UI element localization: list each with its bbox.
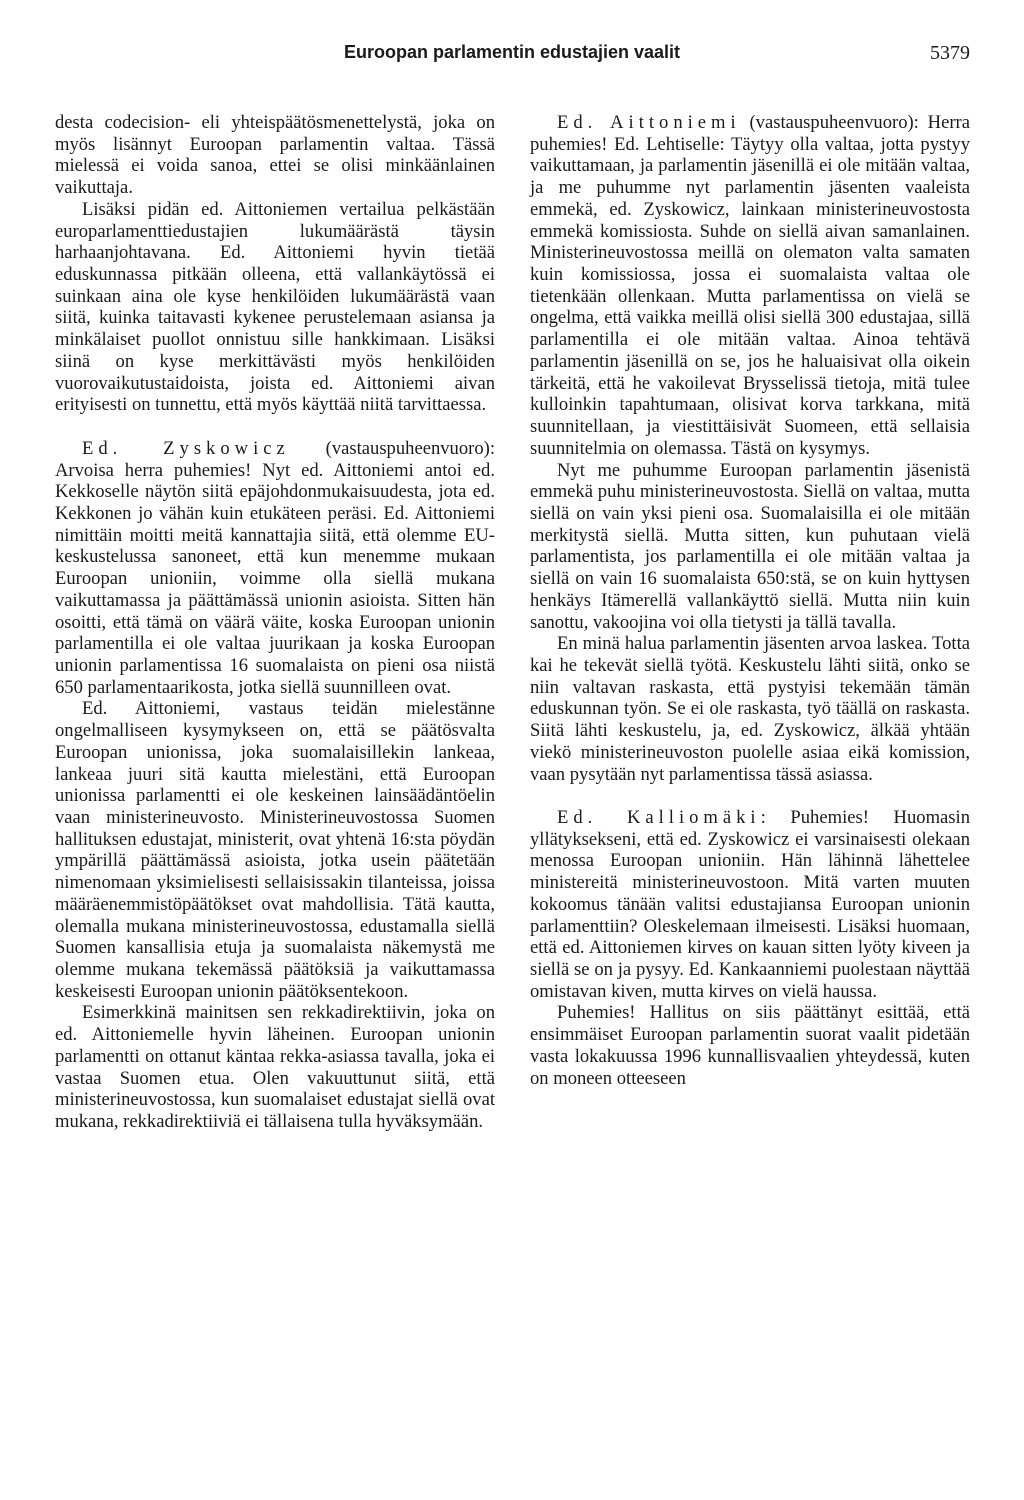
speaker-name: Ed. Aittoniemi [557, 112, 741, 133]
speaker-name: Ed. Kalliomäki [557, 807, 761, 828]
speech-text: (vastauspuheenvuoro): Herra puhemies! Ed. Lehtiselle: Täytyy olla valtaa, jotta pystyy vaikuttamaan, ja parlamentin jäsenillä ei ole mitään valtaa, ja me puhumme nyt parlamentin jäsenten vaaleista emmekä, ed. Zyskowicz, lainkaan ministerineuvostosta emmekä komissiosta. Suhde on siellä aivan samanlainen. Ministerineuvostossa meillä on olematon valta samaten kuin komissiossa, jossa ei suomalaista valtaa ole tietenkään ollenkaan. Mutta parlamentissa on vielä se ongelma, että vaikka meillä olisi siellä 300 edustajaa, sillä parlamentilla ei ole mitään valtaa. Ainoa tehtävä parlamentin jäsenillä on se, jos he haluaisivat olla oikein tärkeitä, että he vakoilevat Brysselissä tietoja, mitä tulee kulloinkin tapahtumaan, olisivat korva tarkkana, mitä suunnitellaan, ja viestittäisivät Suomeen, että sellaisia suunnitelmia on olemassa. Tästä on kysymys. [530, 112, 970, 459]
paragraph: desta codecision- eli yhteispäätösmenettelystä, joka on myös lisännyt Euroopan parlamentin valtaa. Tässä mielessä ei voida sanoa, ettei se olisi minkäänlainen vaikuttaja. [55, 112, 495, 199]
speech-paragraph [530, 807, 970, 1002]
speech-text: : Puhemies! Huomasin yllätyksekseni, että ed. Zyskowicz ei varsinaisesti olekaan menossa Euroopan unioniin. Hän lähinnä lähettelee ministereitä ministerineuvostoon. Mitä varten muuten kokoomus tänään valitsi edustajiansa Euroopan unionin parlamenttiin? Oleskelemaan ilmeisesti. Lisäksi huomaan, että ed. Aittoniemen kirves on kauan sitten lyöty kiveen ja siellä se on ja pysyy. Ed. Kankaanniemi puolestaan näyttää omistavan kiven, mutta kirves on vielä haussa. [530, 807, 970, 1002]
paragraph: En minä halua parlamentin jäsenten arvoa laskea. Totta kai he tekevät siellä työtä. Keskustelu lähti siitä, onko se niin valtavan raskasta, että pystyisi tekemään tämän eduskunnan työn. Se ei ole raskasta, työ täällä on raskasta. Siitä lähti keskustelu, ja, ed. Zyskowicz, älkää yhtään viekö ministerineuvoston puolelle asiaa eikä komission, vaan pysytään nyt parlamentissa tässä asiassa. [530, 633, 970, 785]
speech-text: (vastauspuheenvuoro): Arvoisa herra puhemies! Nyt ed. Aittoniemi antoi ed. Kekkoselle näytön siitä epäjohdonmukaisuudesta, jota ed. Kekkonen jo vähän kuin etukäteen peräsi. Ed. Aittoniemi nimittäin moitti meitä kannattajia siitä, että olemme EU-keskustelussa sanoneet, että kun menemme mukaan Euroopan unioniin, voimme olla siellä mukana vaikuttamassa ja päättämässä unionin asioista. Sitten hän osoitti, että tämä on väärä väite, koska Euroopan unionin parlamentilla ei ole valtaa juurikaan ja koska Euroopan unionin parlamentissa 16 suomalaista on pieni osa niistä 650 parlamentaarikosta, jotka siellä suunnilleen ovat. [55, 437, 495, 698]
left-column [55, 112, 495, 1133]
paragraph: Nyt me puhumme Euroopan parlamentin jäsenistä emmekä puhu ministerineuvostosta. Siellä on valtaa, mutta siellä on vain yksi pieni osa. Suomalaisilla ei ole mitään merkitystä siellä. Mutta sitten, kun puhutaan vielä parlamentista, jos parlamentilla ei ole mitään valtaa ja siellä on vain 16 suomalaista 650:stä, se on kuin hyttysen henkäys Itämerellä vallankäyttö siellä. Mutta niin kuin sanottu, vakoojina voi olla tietysti ja tällä tavalla. [530, 459, 970, 633]
speech-paragraph [530, 112, 970, 460]
paragraph: Esimerkkinä mainitsen sen rekkadirektiivin, joka on ed. Aittoniemelle hyvin läheinen. Euroopan unionin parlamentti on ottanut käntaa rekka-asiassa tavalla, joka ei vastaa Suomen etua. Olen vakuuttunut siitä, että ministerineuvostossa, kun suomalaiset edustajat siellä ovat mukana, rekkadirektiiviä ei tällaisena tulla hyväksymään. [55, 1002, 495, 1133]
paragraph: Puhemies! Hallitus on siis päättänyt esittää, että ensimmäiset Euroopan parlamentin suorat vaalit pidetään vasta lokakuussa 1996 kunnallisvaalien yhteydessä, kuten on moneen otteeseen [530, 1002, 970, 1089]
page-number: 5379 [930, 42, 970, 64]
page-header-title: Euroopan parlamentin edustajien vaalit [343, 42, 681, 62]
paragraph: Lisäksi pidän ed. Aittoniemen vertailua pelkästään europarlamenttiedustajien lukumäärästä täysin harhaanjohtavana. Ed. Aittoniemi hyvin tietää eduskunnassa pitkään olleena, että vallankäytössä ei suinkaan aina ole kyse henkilöiden lukumäärästä vaan siitä, kuinka taitavasti kykenee perustelemaan asiansa ja minkälaiset puollot onnistuu sille hankkimaan. Lisäksi siinä on kyse merkittävästi myös henkilöiden vuorovaikutustaidoista, joista ed. Aittoniemi aivan erityisesti on tunnettu, että myös käyttää niitä tarvittaessa. [55, 198, 495, 416]
speaker-name: Ed. Zyskowicz [82, 437, 290, 459]
speech-paragraph [55, 438, 495, 699]
paragraph: Ed. Aittoniemi, vastaus teidän mielestänne ongelmalliseen kysymykseen on, että se päätösvalta Euroopan unionissa, joka suomalaisillekin lankeaa, lankeaa juuri sitä kautta mielestäni, että Euroopan unionissa parlamentti ei ole keskeinen lainsäädäntöelin vaan ministerineuvosto. Ministerineuvostossa Suomen hallituksen edustajat, ministerit, ovat yhtenä 16:sta pöydän ympärillä päättämässä asioista, jotka usein päätetään nimenomaan yksimielisesti sellaisissakin tilanteissa, joissa määräenemmistöpäätökset ovat mahdollisia. Tätä kautta, olemalla mukana ministerineuvostossa, edustamalla siellä Suomen kansallisia etuja ja suomalaista näkemystä me olemme mukana tekemässä päätöksiä ja vaikuttamassa keskeisesti Euroopan unionin päätöksentekoon. [55, 698, 495, 1002]
right-column [530, 112, 970, 1089]
